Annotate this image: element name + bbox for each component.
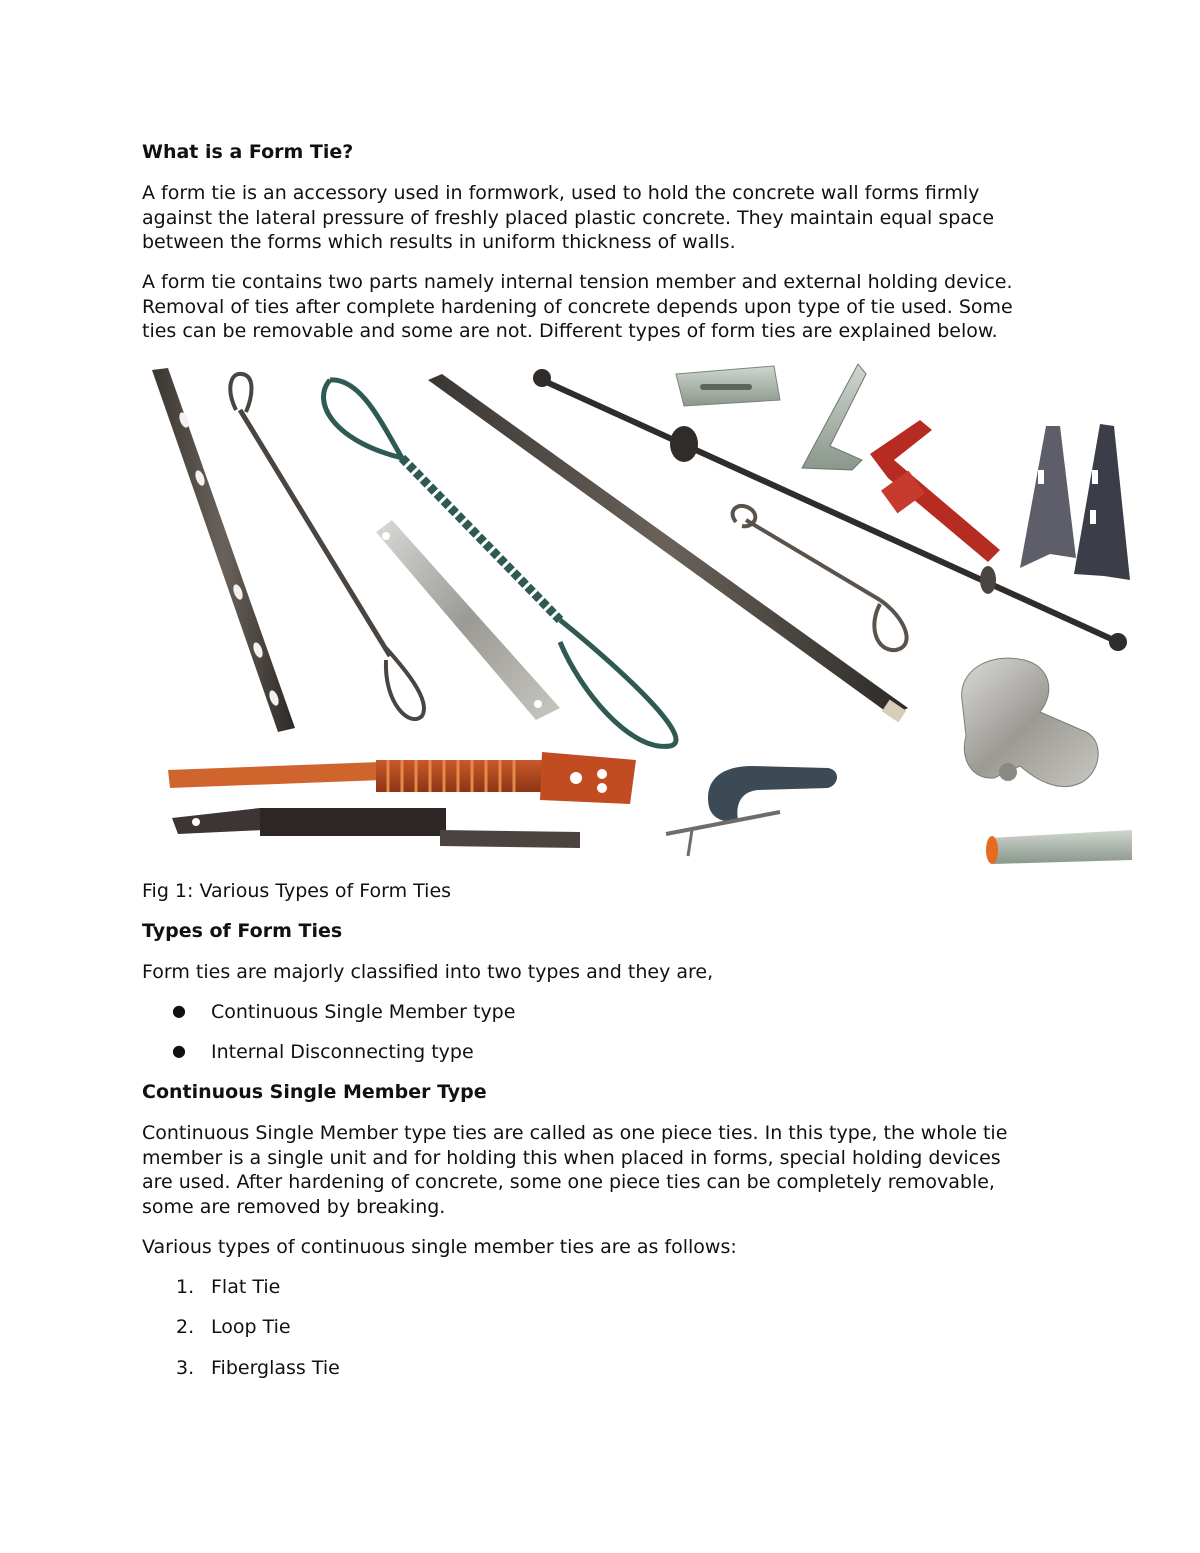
text-line: A form tie is an accessory used in formwork, used to hold the concrete wall forms firmly <box>142 182 980 204</box>
text-line: ties can be removable and some are not. Different types of form ties are explained below. <box>142 320 998 342</box>
heading-types-of-form-ties: Types of Form Ties <box>142 920 343 942</box>
heading-what-is-form-tie: What is a Form Tie? <box>142 141 354 163</box>
figure-caption: Fig 1: Various Types of Form Ties <box>142 880 452 902</box>
wire-loop-tie-illustration <box>733 506 907 650</box>
text-line: between the forms which results in uniform thickness of walls. <box>142 231 736 253</box>
heading-continuous-single-member: Continuous Single Member Type <box>142 1081 487 1103</box>
coupler-clamp-illustration <box>962 658 1099 786</box>
paragraph-parts <box>142 270 1062 344</box>
text-line: Various types of continuous single member ties are as follows: <box>142 1236 737 1258</box>
bullet-icon: ● <box>172 1001 186 1020</box>
form-ties-figure <box>140 360 1140 875</box>
paragraph-types-intro <box>142 960 1062 985</box>
list-item-text: Loop Tie <box>211 1316 291 1338</box>
text-line: are used. After hardening of concrete, some one piece ties can be completely removable, <box>142 1171 995 1193</box>
text-line: some are removed by breaking. <box>142 1195 446 1218</box>
text-line: against the lateral pressure of freshly placed plastic concrete. They maintain equal space <box>142 206 995 229</box>
twisted-wire-tie-illustration <box>324 380 676 746</box>
text-line: Removal of ties after complete hardening of concrete depends upon type of tie used. Some <box>142 295 1013 318</box>
text-line: Continuous Single Member type ties are called as one piece ties. In this type, the whole tie <box>142 1122 1008 1144</box>
paragraph-definition <box>142 181 1062 255</box>
flat-wedges-illustration <box>1020 424 1130 580</box>
bracket-plate-illustration <box>676 366 780 406</box>
list-number: 3. <box>176 1357 195 1379</box>
list-item-text: Internal Disconnecting type <box>211 1041 474 1063</box>
strap-tie-illustration <box>376 520 560 720</box>
text-line: A form tie contains two parts namely internal tension member and external holding device. <box>142 271 1013 293</box>
pipe-tie-illustration <box>986 830 1132 864</box>
coil-tie-illustration <box>168 752 636 804</box>
bullet-icon: ● <box>172 1041 186 1060</box>
text-line: member is a single unit and for holding this when placed in forms, special holding devices <box>142 1146 1001 1169</box>
wedge-tie-illustration <box>802 364 866 470</box>
c-clamp-illustration <box>666 766 837 856</box>
flat-tie-illustration <box>152 368 295 732</box>
paragraph-various-types <box>142 1235 1062 1260</box>
paragraph-one-piece-ties <box>142 1121 1062 1219</box>
list-number: 1. <box>176 1276 195 1298</box>
list-item-text: Fiberglass Tie <box>211 1357 340 1379</box>
list-number: 2. <box>176 1316 195 1338</box>
list-item-text: Continuous Single Member type <box>211 1001 516 1023</box>
disconnecting-tie-illustration <box>172 808 580 848</box>
list-item-text: Flat Tie <box>211 1276 281 1298</box>
text-line: Form ties are majorly classified into two types and they are, <box>142 961 714 983</box>
